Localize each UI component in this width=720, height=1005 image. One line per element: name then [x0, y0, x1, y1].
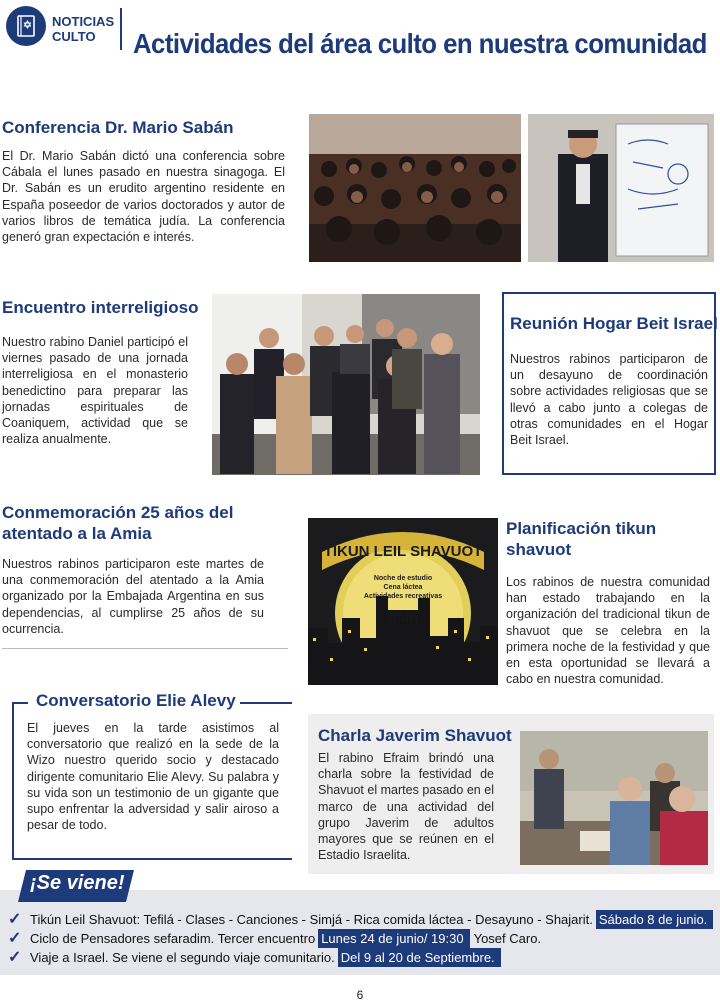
- poster-hebrew-word: תורה: [387, 610, 419, 626]
- alevy-frame-top-right: [240, 702, 292, 704]
- upcoming-item: [8, 929, 720, 948]
- upcoming-item-text: Viaje a Israel. Se viene el segundo viaje comunitario.: [30, 950, 335, 965]
- section-badge: [6, 6, 46, 46]
- kicker-line-1: NOTICIAS: [52, 14, 115, 29]
- poster-line-1: Noche de estudio: [373, 575, 433, 582]
- article-title-amia: Conmemoración 25 años del atentado a la Amia: [2, 503, 234, 543]
- article-title-interreligioso: Encuentro interreligioso: [2, 298, 199, 317]
- article-body-beit-israel: Nuestros rabinos participaron de un desayuno de coordinación sobre actividades religiosas que se llevó a cabo junto a colegas de otras comunidades en el Hogar Beit Israel.: [510, 352, 708, 448]
- poster-line-2: Cena láctea: [383, 584, 423, 591]
- upcoming-item: [8, 910, 720, 929]
- article-title-alevy: Conversatorio Elie Alevy: [36, 691, 236, 710]
- kicker-line-2: CULTO: [52, 29, 96, 44]
- page-number: 6: [356, 988, 364, 1002]
- poster-line-3: Actividades recreativas: [363, 593, 443, 600]
- alevy-frame-top-left: [12, 702, 28, 704]
- article-body-amia: Nuestros rabinos participaron este martes de una conmemoración del atentado a la Amia organizado por la Embajada Argentina en sus dependencias, al cumplirse 25 años de su ocurrencia.: [2, 557, 264, 636]
- javerim-talk-photo: [520, 731, 708, 865]
- upcoming-list: [8, 910, 720, 967]
- upcoming-item-text: Ciclo de Pensadores sefaradim. Tercer encuentro: [30, 931, 316, 946]
- section-kicker: [52, 14, 114, 44]
- alevy-frame-left: [12, 702, 14, 860]
- article-body-javerim: El rabino Efraim brindó una charla sobre la festividad de Shavuot el martes pasado en el marco de una actividad del grupo Javerim de adultos mayores que se reúnen en el Estadio Israelita.: [318, 751, 494, 863]
- page-title: Actividades del área culto en nuestra comunidad: [133, 28, 707, 59]
- article-title-saban: Conferencia Dr. Mario Sabán: [2, 118, 234, 137]
- article-title-javerim: Charla Javerim Shavuot: [318, 726, 512, 745]
- article-body-tikun: Los rabinos de nuestra comunidad han estado trabajando en la organización del tradicional tikun de shavuot que se celebra en la primera noche de la festividad y que en esta oportunidad se llevará a cabo en nuestra comunidad.: [506, 575, 710, 687]
- speaker-whiteboard-photo: [528, 114, 714, 262]
- checkmark-icon: ✓: [8, 930, 22, 947]
- book-icon: [16, 15, 36, 37]
- upcoming-label: ¡Se viene!: [30, 872, 125, 894]
- article-title-beit-israel: Reunión Hogar Beit Israel: [510, 314, 718, 333]
- interreligious-group-photo: [212, 294, 480, 475]
- upcoming-item-tail: Yosef Caro.: [473, 931, 542, 946]
- article-body-interreligioso: Nuestro rabino Daniel participó el viernes pasado de una jornada interreligiosa en el monasterio benedictino para preparar las jornadas espirituales de Coaniquem, actividad que se realiza anualmente.: [2, 335, 188, 447]
- header-divider: [120, 8, 122, 50]
- upcoming-item-text: Tikún Leil Shavuot: Tefilá - Clases - Canciones - Simjá - Rica comida láctea - Desayuno - Shajarit.: [30, 912, 593, 927]
- tikun-shavuot-poster: [308, 518, 498, 685]
- amia-divider: [2, 648, 288, 649]
- checkmark-icon: ✓: [8, 949, 22, 966]
- alevy-frame-bottom: [12, 858, 292, 860]
- poster-arc-title: TIKUN LEIL SHAVUOT: [323, 543, 483, 560]
- article-body-saban: El Dr. Mario Sabán dictó una conferencia sobre Cábala el lunes pasado en nuestra sinagoga. El Dr. Sabán es un erudito argentino residente en España poseedor de varios doctorados y autor de varios libros de temática judía. La conferencia generó gran expectación e interés.: [2, 149, 285, 245]
- article-title-tikun: Planificación tikun shavuot: [506, 519, 657, 559]
- upcoming-item-date: Sábado 8 de junio.: [596, 910, 713, 929]
- checkmark-icon: ✓: [8, 911, 22, 928]
- conference-audience-photo: [309, 114, 521, 262]
- upcoming-item: [8, 948, 720, 967]
- article-body-alevy: El jueves en la tarde asistimos al conversatorio que realizó en la sede de la Wizo nuestro querido socio y destacado dirigente comunitario Elie Alevy. Su palabra y su vida son un testimonio de un gigante que supo enfrentar la adversidad y salir airoso a pesar de todo.: [27, 721, 279, 833]
- upcoming-item-date: Lunes 24 de junio/ 19:30: [318, 929, 469, 948]
- upcoming-item-date: Del 9 al 20 de Septiembre.: [338, 948, 501, 967]
